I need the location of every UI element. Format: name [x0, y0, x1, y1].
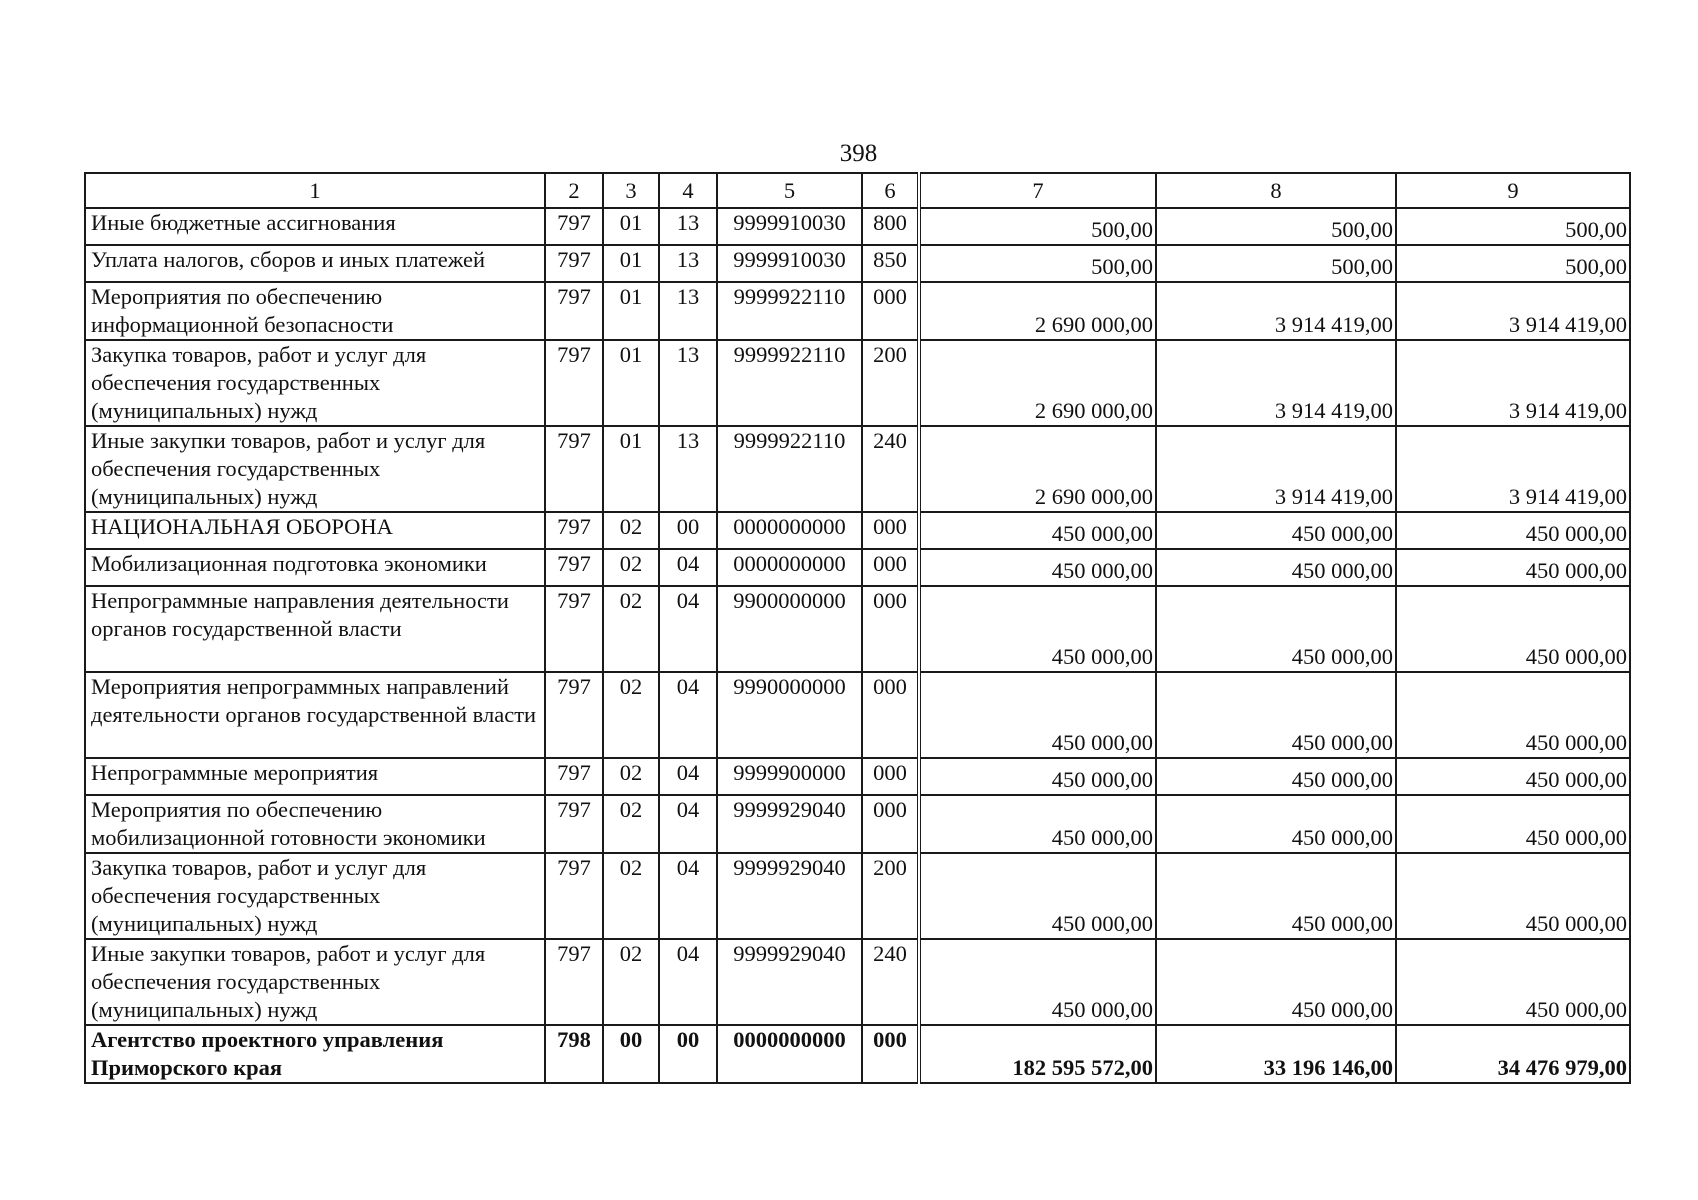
row-amount-7: 2 690 000,00: [919, 340, 1156, 426]
row-code-6: 000: [862, 282, 919, 340]
row-code-5: 9999922110: [717, 282, 862, 340]
row-code-6: 200: [862, 340, 919, 426]
row-amount-7: 450 000,00: [919, 586, 1156, 672]
row-code-4: 04: [659, 549, 717, 586]
row-amount-8: 500,00: [1156, 245, 1396, 282]
page-number: 398: [839, 140, 878, 167]
row-code-3: 01: [603, 426, 659, 512]
row-amount-8: 500,00: [1156, 208, 1396, 245]
table-row: [85, 208, 1630, 245]
row-code-6: 200: [862, 853, 919, 939]
row-code-2: 797: [545, 939, 603, 1025]
row-code-4: 13: [659, 282, 717, 340]
row-amount-8: 3 914 419,00: [1156, 282, 1396, 340]
row-amount-7: 450 000,00: [919, 512, 1156, 549]
row-code-6: 850: [862, 245, 919, 282]
row-code-4: 04: [659, 939, 717, 1025]
table-row: [85, 426, 1630, 512]
row-code-2: 797: [545, 282, 603, 340]
row-code-6: 000: [862, 795, 919, 853]
header-col-7: 7: [919, 173, 1156, 208]
table-header-row: [85, 173, 1630, 208]
row-code-5: 9999900000: [717, 758, 862, 795]
row-code-3: 02: [603, 939, 659, 1025]
table-row: [85, 758, 1630, 795]
table-row: [85, 245, 1630, 282]
row-amount-9: 450 000,00: [1396, 758, 1630, 795]
row-code-6: 800: [862, 208, 919, 245]
header-col-6: 6: [862, 173, 919, 208]
row-amount-9: 3 914 419,00: [1396, 282, 1630, 340]
row-code-2: 797: [545, 340, 603, 426]
row-code-5: 9999922110: [717, 426, 862, 512]
row-name: Уплата налогов, сборов и иных платежей: [85, 245, 545, 282]
table-row: [85, 512, 1630, 549]
table-row: [85, 795, 1630, 853]
row-amount-9: 34 476 979,00: [1396, 1025, 1630, 1083]
row-code-5: 9999929040: [717, 939, 862, 1025]
table-row: [85, 853, 1630, 939]
row-code-5: 9999929040: [717, 853, 862, 939]
row-amount-7: 450 000,00: [919, 795, 1156, 853]
header-col-5: 5: [717, 173, 862, 208]
header-col-2: 2: [545, 173, 603, 208]
row-code-4: 13: [659, 208, 717, 245]
row-code-3: 02: [603, 672, 659, 758]
row-code-6: 000: [862, 758, 919, 795]
row-amount-7: 182 595 572,00: [919, 1025, 1156, 1083]
row-code-2: 798: [545, 1025, 603, 1083]
row-name: Мероприятия по обеспечению информационной безопасности: [85, 282, 545, 340]
row-code-4: 04: [659, 853, 717, 939]
row-amount-8: 450 000,00: [1156, 512, 1396, 549]
row-amount-8: 450 000,00: [1156, 758, 1396, 795]
header-col-4: 4: [659, 173, 717, 208]
row-code-6: 000: [862, 1025, 919, 1083]
row-code-2: 797: [545, 208, 603, 245]
row-name: Мероприятия по обеспечению мобилизационной готовности экономики: [85, 795, 545, 853]
row-name: Непрограммные мероприятия: [85, 758, 545, 795]
row-amount-7: 500,00: [919, 208, 1156, 245]
row-code-3: 01: [603, 282, 659, 340]
row-amount-8: 450 000,00: [1156, 549, 1396, 586]
row-code-4: 04: [659, 795, 717, 853]
row-code-6: 240: [862, 939, 919, 1025]
header-col-3: 3: [603, 173, 659, 208]
row-code-4: 13: [659, 426, 717, 512]
row-code-5: 9900000000: [717, 586, 862, 672]
table-row: [85, 672, 1630, 758]
row-code-2: 797: [545, 245, 603, 282]
header-col-9: 9: [1396, 173, 1630, 208]
row-amount-9: 450 000,00: [1396, 795, 1630, 853]
row-amount-9: 500,00: [1396, 208, 1630, 245]
row-amount-7: 450 000,00: [919, 939, 1156, 1025]
table-row-agency-total: [85, 1025, 1630, 1083]
table-row: [85, 340, 1630, 426]
row-amount-7: 2 690 000,00: [919, 426, 1156, 512]
row-amount-8: 3 914 419,00: [1156, 340, 1396, 426]
row-code-3: 00: [603, 1025, 659, 1083]
row-code-6: 240: [862, 426, 919, 512]
row-code-6: 000: [862, 549, 919, 586]
row-amount-9: 450 000,00: [1396, 939, 1630, 1025]
row-code-2: 797: [545, 853, 603, 939]
row-code-5: 9999910030: [717, 208, 862, 245]
row-code-6: 000: [862, 672, 919, 758]
row-code-4: 13: [659, 245, 717, 282]
row-code-4: 04: [659, 672, 717, 758]
row-amount-9: 450 000,00: [1396, 549, 1630, 586]
row-code-5: 9990000000: [717, 672, 862, 758]
row-code-3: 02: [603, 549, 659, 586]
row-amount-9: 450 000,00: [1396, 586, 1630, 672]
row-code-3: 01: [603, 245, 659, 282]
header-col-1: 1: [85, 173, 545, 208]
row-code-3: 02: [603, 795, 659, 853]
row-code-4: 13: [659, 340, 717, 426]
row-amount-9: 3 914 419,00: [1396, 340, 1630, 426]
budget-table: [84, 172, 1631, 1084]
row-code-5: 9999910030: [717, 245, 862, 282]
row-code-5: 0000000000: [717, 549, 862, 586]
row-name: Агентство проектного управления Приморского края: [85, 1025, 545, 1083]
row-code-2: 797: [545, 549, 603, 586]
table-row: [85, 282, 1630, 340]
row-amount-7: 2 690 000,00: [919, 282, 1156, 340]
row-code-5: 0000000000: [717, 1025, 862, 1083]
row-name: Иные закупки товаров, работ и услуг для обеспечения государственных (муниципальных) нужд: [85, 939, 545, 1025]
table-row: [85, 549, 1630, 586]
row-amount-9: 500,00: [1396, 245, 1630, 282]
row-amount-8: 450 000,00: [1156, 672, 1396, 758]
row-code-2: 797: [545, 512, 603, 549]
row-code-5: 0000000000: [717, 512, 862, 549]
row-amount-7: 500,00: [919, 245, 1156, 282]
row-code-4: 04: [659, 758, 717, 795]
row-amount-7: 450 000,00: [919, 672, 1156, 758]
row-code-2: 797: [545, 586, 603, 672]
row-code-3: 02: [603, 758, 659, 795]
row-name: НАЦИОНАЛЬНАЯ ОБОРОНА: [85, 512, 545, 549]
row-amount-7: 450 000,00: [919, 853, 1156, 939]
row-amount-7: 450 000,00: [919, 549, 1156, 586]
row-code-5: 9999922110: [717, 340, 862, 426]
row-amount-9: 450 000,00: [1396, 672, 1630, 758]
row-code-6: 000: [862, 586, 919, 672]
row-code-4: 00: [659, 512, 717, 549]
row-code-3: 02: [603, 586, 659, 672]
row-amount-8: 3 914 419,00: [1156, 426, 1396, 512]
row-code-5: 9999929040: [717, 795, 862, 853]
row-code-3: 01: [603, 208, 659, 245]
row-name: Непрограммные направления деятельности органов государственной власти: [85, 586, 545, 672]
row-name: Закупка товаров, работ и услуг для обеспечения государственных (муниципальных) нужд: [85, 853, 545, 939]
row-name: Мероприятия непрограммных направлений деятельности органов государственной власти: [85, 672, 545, 758]
row-code-2: 797: [545, 672, 603, 758]
row-amount-9: 450 000,00: [1396, 512, 1630, 549]
row-amount-9: 450 000,00: [1396, 853, 1630, 939]
row-amount-8: 450 000,00: [1156, 586, 1396, 672]
row-code-2: 797: [545, 795, 603, 853]
row-amount-8: 450 000,00: [1156, 795, 1396, 853]
row-amount-9: 3 914 419,00: [1396, 426, 1630, 512]
row-amount-8: 450 000,00: [1156, 853, 1396, 939]
row-amount-8: 450 000,00: [1156, 939, 1396, 1025]
row-code-2: 797: [545, 758, 603, 795]
header-col-8: 8: [1156, 173, 1396, 208]
table-row: [85, 939, 1630, 1025]
table-row: [85, 586, 1630, 672]
row-code-4: 04: [659, 586, 717, 672]
row-code-4: 00: [659, 1025, 717, 1083]
row-name: Иные закупки товаров, работ и услуг для обеспечения государственных (муниципальных) нужд: [85, 426, 545, 512]
row-amount-8: 33 196 146,00: [1156, 1025, 1396, 1083]
row-code-6: 000: [862, 512, 919, 549]
row-name: Закупка товаров, работ и услуг для обеспечения государственных (муниципальных) нужд: [85, 340, 545, 426]
row-code-3: 02: [603, 853, 659, 939]
row-code-3: 02: [603, 512, 659, 549]
row-code-3: 01: [603, 340, 659, 426]
row-name: Мобилизационная подготовка экономики: [85, 549, 545, 586]
row-name: Иные бюджетные ассигнования: [85, 208, 545, 245]
row-amount-7: 450 000,00: [919, 758, 1156, 795]
row-code-2: 797: [545, 426, 603, 512]
